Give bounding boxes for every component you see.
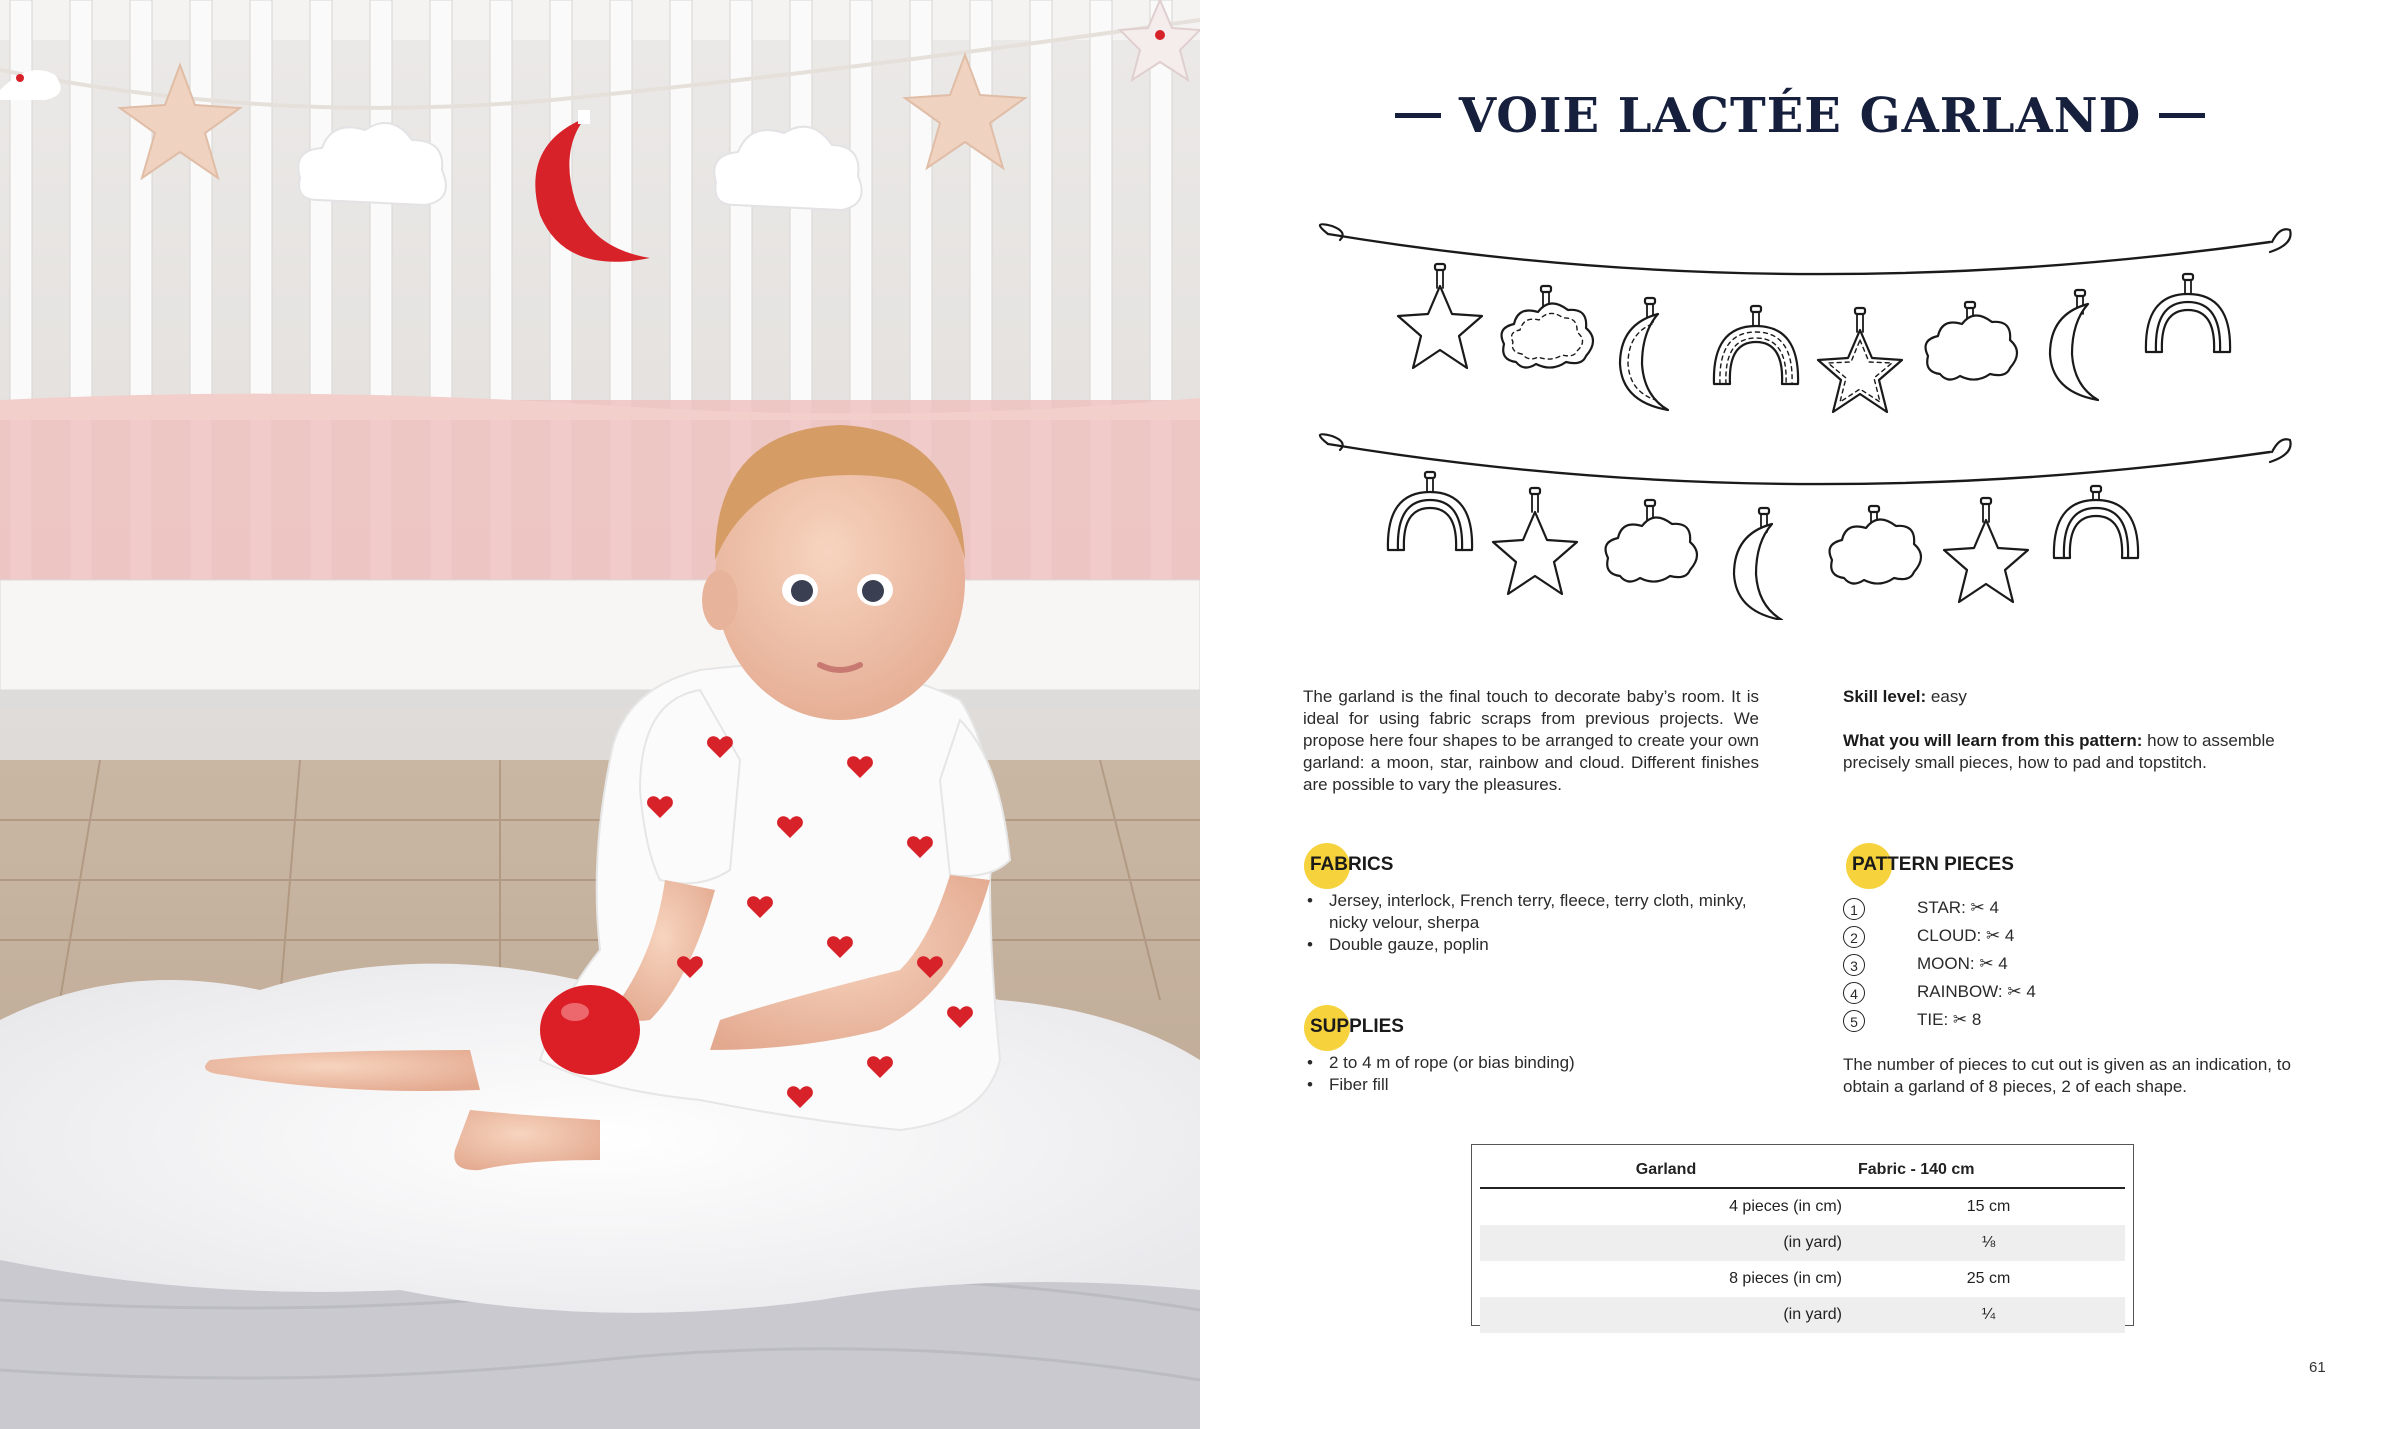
- yardage-table: [1471, 1144, 2134, 1326]
- table-row: [1480, 1225, 2125, 1261]
- skill-level: [1843, 686, 2313, 708]
- learning-outcome-label: What you will learn from this pattern:: [1843, 731, 2143, 750]
- list-item: [1843, 950, 2243, 978]
- garland-illustration: [1310, 220, 2300, 620]
- diagram-star-4: [1944, 520, 2028, 602]
- piece-number: 2: [1843, 926, 1865, 948]
- table-cell: 15 cm: [1966, 1198, 2011, 1215]
- supplies-list: [1303, 1052, 1783, 1096]
- skill-level-value: easy: [1930, 687, 1967, 706]
- diagram-rainbow-3: [1388, 492, 1472, 550]
- title-dash-left: [1395, 113, 1441, 118]
- diagram-moon-1: [1620, 314, 1668, 410]
- piece-label: STAR: ✂ 4: [1917, 898, 1999, 917]
- title-text: VOIE LACTÉE GARLAND: [1458, 88, 2142, 144]
- column-header-garland: Garland: [1480, 1153, 1852, 1188]
- table-header-row: [1480, 1153, 2125, 1188]
- diagram-cloud-3: [1606, 517, 1697, 581]
- garland-bottom-string: [1328, 444, 2270, 484]
- diagram-star-1: [1398, 286, 1482, 368]
- table-row: [1480, 1297, 2125, 1333]
- red-toy: [540, 985, 640, 1075]
- list-item: [1843, 894, 2243, 922]
- piece-label: CLOUD: ✂ 4: [1917, 926, 2015, 945]
- diagram-cloud-2: [1926, 315, 2017, 379]
- list-item: • 2 to 4 m of rope (or bias binding): [1303, 1052, 1783, 1074]
- skill-level-label: Skill level:: [1843, 687, 1927, 706]
- table-cell: 25 cm: [1966, 1270, 2011, 1287]
- intro-text: The garland is the final touch to decorate baby’s room. It is ideal for using fabric scraps from previous projects. We propose here four shapes to be arranged to create your own garland: a moon, star, rainbow and cloud. Different finishes are possible to vary the pleasures.: [1303, 687, 1759, 794]
- diagram-moon-2: [2050, 304, 2098, 400]
- piece-label: MOON: ✂ 4: [1917, 954, 2008, 973]
- yardage-grid: [1480, 1153, 2125, 1333]
- list-item: • Double gauze, poplin: [1303, 934, 1783, 956]
- pattern-pieces-note: The number of pieces to cut out is given as an indication, to obtain a garland of 8 pieces, 2 of each shape.: [1843, 1055, 2291, 1096]
- title-dash-right: [2159, 113, 2205, 118]
- diagram-cloud-1: [1502, 303, 1593, 367]
- piece-label: TIE: ✂ 8: [1917, 1010, 1982, 1029]
- diagram-rainbow-1: [1714, 326, 1798, 384]
- list-item: • Fiber fill: [1303, 1074, 1783, 1096]
- page-number: 61: [2309, 1359, 2326, 1376]
- page-title: [1300, 88, 2300, 144]
- table-cell: (in yard): [1480, 1297, 1852, 1333]
- table-cell: (in yard): [1480, 1225, 1852, 1261]
- piece-number: 5: [1843, 1010, 1865, 1032]
- supplies-heading: SUPPLIES: [1310, 1016, 1404, 1038]
- diagram-star-3: [1493, 512, 1577, 594]
- pattern-pieces-heading: PATTERN PIECES: [1852, 854, 2014, 876]
- learning-outcome: [1843, 730, 2313, 774]
- diagram-star-2: [1818, 330, 1902, 412]
- fabrics-heading: FABRICS: [1310, 854, 1393, 876]
- diagram-cloud-4: [1830, 519, 1921, 583]
- piece-number: 4: [1843, 982, 1865, 1004]
- list-item: [1843, 1006, 2243, 1034]
- pattern-pieces-list: [1843, 894, 2243, 1034]
- table-cell: ⅛: [1852, 1225, 2125, 1261]
- piece-number: 1: [1843, 898, 1865, 920]
- learning-outcome-value: how to assemble precisely small pieces, how to pad and topstitch.: [1843, 731, 2275, 772]
- garland-top-string: [1328, 234, 2270, 274]
- list-item: [1843, 922, 2243, 950]
- table-cell: 8 pieces (in cm): [1729, 1270, 1842, 1287]
- piece-number: 3: [1843, 954, 1865, 976]
- diagram-rainbow-4: [2054, 500, 2138, 558]
- table-cell: ¼: [1852, 1297, 2125, 1333]
- table-row: [1480, 1188, 2125, 1225]
- fabrics-list: [1303, 890, 1783, 956]
- column-header-fabric: Fabric - 140 cm: [1852, 1153, 2125, 1188]
- diagram-rainbow-2: [2146, 294, 2230, 352]
- list-item: • Jersey, interlock, French terry, fleece, terry cloth, minky, nicky velour, sherpa: [1303, 890, 1783, 934]
- list-item: [1843, 978, 2243, 1006]
- table-cell: 4 pieces (in cm): [1729, 1198, 1842, 1215]
- piece-label: RAINBOW: ✂ 4: [1917, 982, 2036, 1001]
- diagram-moon-3: [1734, 524, 1782, 620]
- table-row: [1480, 1261, 2125, 1297]
